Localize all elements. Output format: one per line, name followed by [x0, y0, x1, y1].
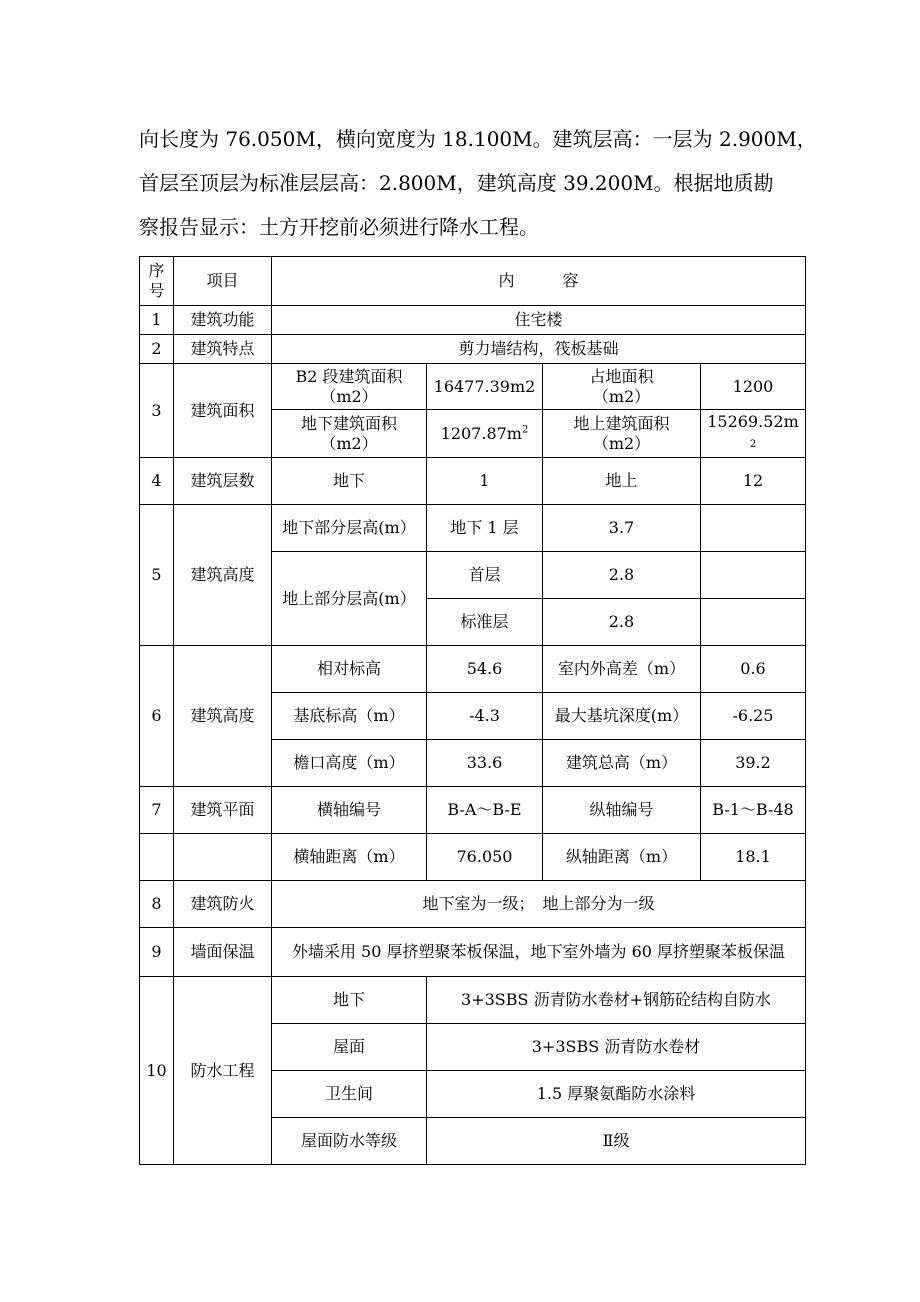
- floors-below-label: 地下: [272, 458, 427, 505]
- header-content: 内 容: [272, 257, 806, 306]
- total-height-value: 39.2: [701, 740, 806, 787]
- height-diff-label: 室内外高差（m）: [543, 646, 701, 693]
- row-content: 剪力墙结构，筏板基础: [272, 335, 806, 364]
- row-number: 5: [140, 505, 174, 646]
- base-elevation-value: -4.3: [427, 693, 543, 740]
- below-height-label: 地下部分层高(m）: [272, 505, 427, 552]
- pit-depth-value: -6.25: [701, 693, 806, 740]
- table-row: [140, 928, 806, 977]
- pit-depth-label: 最大基坑深度(m）: [543, 693, 701, 740]
- underground-area-value: $1207.87m^2$: [427, 410, 543, 458]
- intro-line-1: 向长度为 76.050M，横向宽度为 18.100M。建筑层高：一层为 2.900M，: [139, 127, 817, 151]
- table-row: [140, 335, 806, 364]
- floors-above-value: 12: [701, 458, 806, 505]
- table-row: [140, 364, 806, 410]
- table-row: [140, 787, 806, 834]
- aboveground-area-value: 15269.52m 2: [701, 410, 806, 458]
- row-number: 4: [140, 458, 174, 505]
- table-row: [140, 834, 806, 881]
- intro-line-2: 首层至顶层为标准层层高：2.800M，建筑高度 39.200M。根据地质勘: [139, 171, 774, 195]
- first-floor-value: 2.8: [543, 552, 701, 599]
- building-spec-table: [139, 256, 806, 1165]
- row-number: 8: [140, 881, 174, 928]
- row-item: 建筑特点: [174, 335, 272, 364]
- row-item: 建筑高度: [174, 646, 272, 787]
- fire-rating-content: 地下室为一级； 地上部分为一级: [272, 881, 806, 928]
- underground-area-label: 地下建筑面积 （m2）: [272, 410, 427, 458]
- table-row: [140, 458, 806, 505]
- roof-grade-label: 屋面防水等级: [272, 1118, 427, 1165]
- row-number: 6: [140, 646, 174, 787]
- v-axis-value: B-1～B-48: [701, 787, 806, 834]
- row-item: 建筑平面: [174, 787, 272, 834]
- eave-height-value: 33.6: [427, 740, 543, 787]
- row-item: 建筑层数: [174, 458, 272, 505]
- h-dist-label: 横轴距离（m）: [272, 834, 427, 881]
- row-number: 1: [140, 306, 174, 335]
- intro-line-3: 察报告显示：土方开挖前必须进行降水工程。: [139, 215, 539, 239]
- base-elevation-label: 基底标高（m）: [272, 693, 427, 740]
- row-number: 7: [140, 787, 174, 834]
- table-header-row: [140, 257, 806, 306]
- table-row: [140, 505, 806, 552]
- b2-area-label: B2 段建筑面积 （m2）: [272, 364, 427, 410]
- empty-cell: [701, 552, 806, 599]
- below-height-value: 3.7: [543, 505, 701, 552]
- first-floor-label: 首层: [427, 552, 543, 599]
- h-axis-label: 横轴编号: [272, 787, 427, 834]
- row-item: 墙面保温: [174, 928, 272, 977]
- eave-height-label: 檐口高度（m）: [272, 740, 427, 787]
- row-item: 建筑防火: [174, 881, 272, 928]
- roof-grade-value: Ⅱ级: [427, 1118, 806, 1165]
- row-number: 10: [140, 977, 174, 1165]
- aboveground-area-label: 地上建筑面积 （m2）: [543, 410, 701, 458]
- header-seq: 序 号: [140, 257, 174, 306]
- below-floor-label: 地下 1 层: [427, 505, 543, 552]
- standard-floor-value: 2.8: [543, 599, 701, 646]
- underground-waterproof-label: 地下: [272, 977, 427, 1024]
- header-item: 项目: [174, 257, 272, 306]
- row-item: 建筑高度: [174, 505, 272, 646]
- table-row: [140, 646, 806, 693]
- height-diff-value: 0.6: [701, 646, 806, 693]
- row-number: 3: [140, 364, 174, 458]
- table-row: [140, 977, 806, 1024]
- h-dist-value: 76.050: [427, 834, 543, 881]
- row-item: 防水工程: [174, 977, 272, 1165]
- roof-waterproof-value: 3+3SBS 沥青防水卷材: [427, 1024, 806, 1071]
- table-row: [140, 881, 806, 928]
- row-number: 9: [140, 928, 174, 977]
- roof-waterproof-label: 屋面: [272, 1024, 427, 1071]
- floors-above-label: 地上: [543, 458, 701, 505]
- total-height-label: 建筑总高（m）: [543, 740, 701, 787]
- relative-elevation-value: 54.6: [427, 646, 543, 693]
- b2-area-value: 16477.39m2: [427, 364, 543, 410]
- table-row: [140, 306, 806, 335]
- underground-waterproof-value: 3+3SBS 沥青防水卷材+钢筋砼结构自防水: [427, 977, 806, 1024]
- site-area-label: 占地面积 （m2）: [543, 364, 701, 410]
- h-axis-value: B-A～B-E: [427, 787, 543, 834]
- insulation-content: 外墙采用 50 厚挤塑聚苯板保温，地下室外墙为 60 厚挤塑聚苯板保温: [272, 928, 806, 977]
- empty-cell: [701, 599, 806, 646]
- row-item: 建筑面积: [174, 364, 272, 458]
- bathroom-waterproof-value: 1.5 厚聚氨酯防水涂料: [427, 1071, 806, 1118]
- empty-cell: [701, 505, 806, 552]
- standard-floor-label: 标准层: [427, 599, 543, 646]
- site-area-value: 1200: [701, 364, 806, 410]
- v-axis-label: 纵轴编号: [543, 787, 701, 834]
- row-number: 2: [140, 335, 174, 364]
- row-item: 建筑功能: [174, 306, 272, 335]
- v-dist-value: 18.1: [701, 834, 806, 881]
- relative-elevation-label: 相对标高: [272, 646, 427, 693]
- row-content: 住宅楼: [272, 306, 806, 335]
- intro-paragraph: [139, 117, 819, 249]
- empty-cell: [174, 834, 272, 881]
- floors-below-value: 1: [427, 458, 543, 505]
- above-height-label: 地上部分层高(m）: [272, 552, 427, 646]
- empty-cell: [140, 834, 174, 881]
- v-dist-label: 纵轴距离（m）: [543, 834, 701, 881]
- bathroom-waterproof-label: 卫生间: [272, 1071, 427, 1118]
